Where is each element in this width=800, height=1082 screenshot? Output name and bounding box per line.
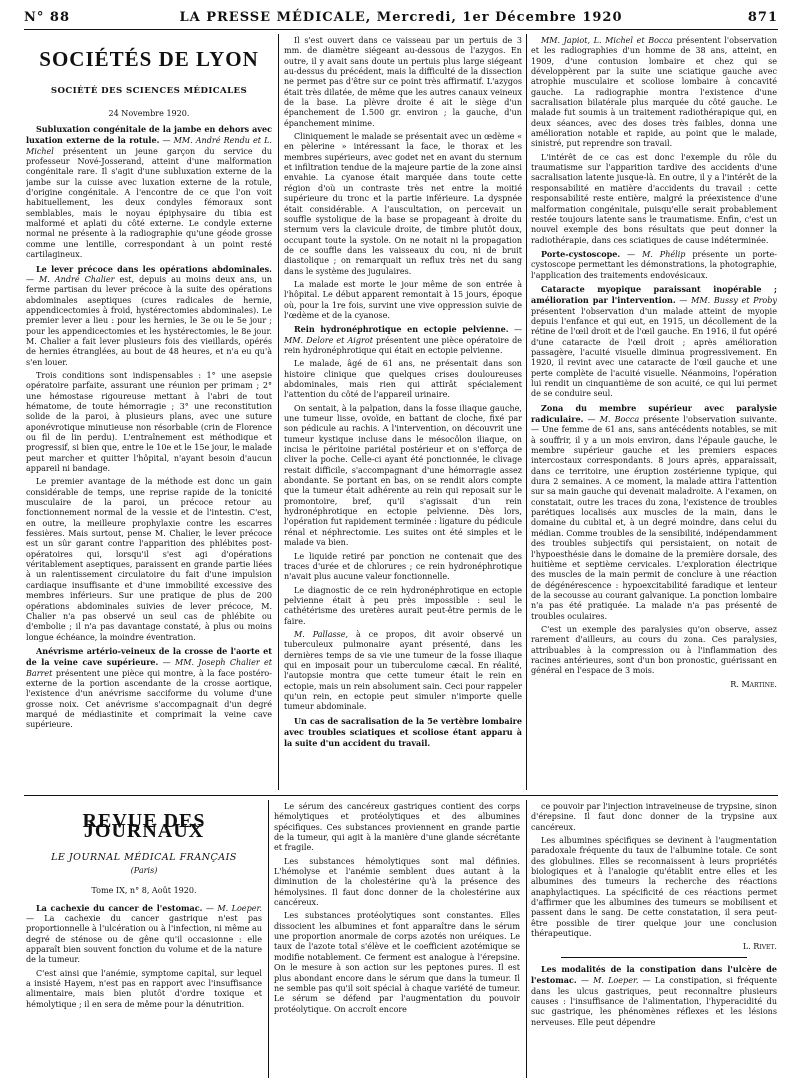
article-list bbox=[26, 903, 262, 1010]
running-header bbox=[24, 10, 778, 30]
paragraph bbox=[284, 716, 522, 750]
body-text: C'est ainsi que l'anémie, symptome capital, sur lequel a insisté Hayem, n'est pas en rapport avec l'insuffisance alimentaire, mais bien plutôt d'ordre toxique et hémolytique ; il en sera de même pour la dénutrition. bbox=[26, 968, 262, 1009]
paragraph bbox=[284, 404, 522, 549]
body-text: Le liquide retiré par ponction ne contenait que des traces d'urée et de chlorures ; ce rein hydronéphrotique n'avait plus aucune valeur fonctionnelle. bbox=[284, 551, 522, 582]
top-column-3 bbox=[531, 36, 777, 790]
article-list bbox=[284, 36, 522, 750]
article-title: La cachexie du cancer de l'estomac. bbox=[36, 902, 203, 913]
paragraph bbox=[284, 552, 522, 583]
body-text: présentent un jeune garçon du service du professeur Nové-Josserand, atteint d'une malformation congénitale rare. Il s'agit d'une subluxation externe de la jambe sur la cuisse avec luxation externe de la rotule, d'origine congénitale. A l'encontre de ce que l'on voit habituellement, les deux condyles fémoraux sont semblables, mais le noyau épiphysaire du tibia est malformé et aplati du côté externe. Le condyle externe normal ne présente à la radiographie qu'une géode grosse comme une lentille, correspondant à un point resté cartilagineux. bbox=[26, 146, 272, 260]
paragraph bbox=[284, 630, 522, 713]
paragraph bbox=[284, 280, 522, 321]
journal-name: LE JOURNAL MÉDICAL FRANÇAIS bbox=[51, 851, 237, 863]
authors: MM. Joseph Chalier et Barret bbox=[26, 658, 272, 678]
authors: MM. Japiot, L. Michel et Bocca bbox=[541, 36, 673, 45]
signature: L. Rivet. bbox=[742, 942, 777, 952]
paragraph bbox=[26, 477, 272, 643]
paragraph bbox=[284, 132, 522, 277]
body-text: Le malade, âgé de 61 ans, ne présentait dans son histoire clinique que quelques crises douloureuses abdominales, mais rien qui attirât spécialement l'attention du côté de l'appareil urinaire. bbox=[284, 359, 522, 400]
article-list bbox=[531, 36, 777, 677]
body-text: — La cachexie du cancer gastrique n'est pas proportionnelle à l'ulcération ou à l'infection, ni même au degré de sténose ou de gêne qu'il occasionne : elle apparaît bien souvent fonction du volume et de la nature de la tumeur. bbox=[26, 914, 262, 965]
authors: M. André Chalier bbox=[39, 274, 115, 284]
authors: MM. Delore et Aigrot bbox=[284, 335, 373, 345]
authors: MM. Bussy et Proby bbox=[691, 296, 777, 306]
body-text: présente un porte-cystoscope permettant les démonstrations, la photographie, l'application des traitements endovésicaux. bbox=[531, 249, 777, 280]
article-title: Subluxation congénitale de la jambe en dehors avec luxation externe de la rotule. bbox=[26, 124, 272, 146]
article-list bbox=[531, 802, 777, 939]
article-title: Le lever précoce dans les opérations abdominales. bbox=[36, 263, 272, 274]
body-text: présentent une pièce opératoire de rein hydronéphrotique qui était en ectopie pelvienne. bbox=[284, 335, 522, 355]
section-rule bbox=[24, 795, 778, 796]
paragraph bbox=[274, 857, 520, 909]
paragraph bbox=[531, 836, 777, 939]
paragraph: Porte-cystoscope. — M. Phélip présente un porte-cystoscope permettant les démonstrations, la photographie, l'application des traitements endovésicaux. bbox=[531, 248, 777, 280]
column-rule bbox=[526, 34, 527, 790]
paragraph: Anévrisme artério-veineux de la crosse de l'aorte et de la veine cave supérieure. — MM. Joseph Chalier et Barret présentent une pièce qui montre, à la face postéro-externe de la portion ascendante de la crosse aortique, l'existence d'un anévrisme sacciforme du volume d'une grosse noix. Cet anévrisme s'accompagnait d'un degré marqué de médiastinite et comprimait la veine cave supérieure. bbox=[26, 645, 272, 730]
top-column-2 bbox=[284, 36, 522, 790]
body-text: présentent l'observation d'un malade atteint de myopie depuis l'enfance et qui eut, en 1915, un décollement de la rétine de l'œil droit et de l'œil gauche. En 1916, il fut opéré d'une cataracte de l'œil droit ; après amélioration passagère, l'acuité visuelle diminua progressivement. En 1920, il revint avec une cataracte de l'œil gauche et une perte complète de l'acuité visuelle. Néanmoins, l'opération lui rendit un cinquantième de son acuité, ce qui lui permet de se conduire seul. bbox=[531, 306, 777, 399]
body-text: — La constipation, si fréquente dans les ulcus gastriques, peut reconnaître plusieurs causes : l'insuffisance de l'alimentation, l'hyperacidité du suc gastrique, les phénomènes réflexes et les lésions nerveuses. Elle peut dépendre bbox=[531, 976, 777, 1027]
paragraph bbox=[284, 36, 522, 129]
article-title: Les modalités de la constipation dans l'ulcère de l'estomac. bbox=[531, 963, 777, 986]
body-text: L'intérêt de ce cas est donc l'exemple du rôle du traumatisme sur l'apparition tardive des accidents d'une sacralisation latente jusque-là. En outre, il y a l'intérêt de la responsabilité en matière d'accidents du travail : cette responsabilité reste entière, malgré la préexistence d'une malformation congénitale, puisqu'elle serait probablement restée toujours latente sans le traumatisme. Enfin, c'est un nouvel exemple des bons résultats que peut donner la radiothérapie, dans ces sciatiques de cause indéterminée. bbox=[531, 152, 777, 245]
signature: R. Martine. bbox=[730, 679, 777, 689]
body-text: Les albumines spécifiques se devinent à l'augmentation paradoxale fréquente du taux de l'albumine totale. Ce sont des globulines. Elles se reconnaissent à leurs propriétés biologiques et à l'analogie qu'établit entre elles et les albumines des tumeurs la recherche des réactions anaphylactiques. La spécificité de ces réactions permet d'affirmer que les albumines des tumeurs se mobilisent et passent dans le sang. De cette constatation, il sera peut-être possible de tirer quelque jour une conclusion thérapeutique. bbox=[531, 836, 777, 939]
body-text: présentent une pièce qui montre, à la face postéro-externe de la portion ascendante de la crosse aortique, l'existence d'un anévrisme sacciforme du volume d'une grosse noix. Cet anévrisme s'accompagnait d'un degré marqué de médiastinite et comprimait la veine cave supérieure. bbox=[26, 668, 272, 730]
authors: MM. André Rendu et L. Michel bbox=[26, 136, 272, 156]
authors: M. Phélip bbox=[642, 249, 686, 259]
bottom-column-3 bbox=[531, 802, 777, 1078]
body-text: Les substances protéolytiques sont constantes. Elles dissocient les albumines et font apparaître dans le sérum une proportion anormale de corps azotés non uréiques. Le taux de l'azote total s'élève et le coefficient azotémique se modifie notablement. Ce ferment est analogue à l'érepsine. On le mesure à son action sur les peptones pures. Il est plus abondant encore dans le sérum que dans la tumeur. Il ne semble pas qu'il soit spécial à chaque variété de tumeur. Le sérum se défend par l'augmentation du pouvoir protéolytique. On accroît encore bbox=[274, 911, 520, 1014]
authors: M. Bocca bbox=[599, 415, 640, 425]
paragraph: Zona du membre supérieur avec paralysie radiculaire. — M. Bocca présente l'observation suivante. — Une femme de 61 ans, sans antécédents notables, se mit à souffrir, il y a un mois environ, dans l'épaule gauche, le membre supérieur gauche et les premiers espaces intercostaux correspondants. 8 jours après, apparaissait, dans ce territoire, une éruption zostérienne typique, qui dura 2 semaines. A ce moment, la malade attira l'attention sur sa main gauche qui devenait maladroite. A l'examen, on constatait, outre les traces du zona, l'existence de troubles parétiques localisés aux muscles de la main, dans le domaine du cubital et, à un degré moindre, dans celui du médian. Comme troubles de la sensibilité, indépendamment des troubles subjectifs qui persistaient, on notait de l'hypoesthésie dans le domaine de la première dorsale, des huitième et septième cervicales. L'exploration électrique des muscles de la main permit de conclure à une réaction de dégénérescence : hypoexcitabilité faradique et lenteur de la secousse au courant galvanique. La ponction lombaire n'a pas été pratiquée. La malade n'a pas présenté de troubles oculaires. bbox=[531, 402, 777, 621]
body-text: Trois conditions sont indispensables : 1° une asepsie opératoire parfaite, assurant une réunion per primam ; 2° une hémostase rigoureuse mettant à l'abri de tout hématome, de toute hémorragie ; 3° une reconstitution solide de la paroi, à plusieurs plans, avec une suture aponévrotique minutieuse non résorbable (crin de Florence ou fil de lin perdu). L'entraînement est méthodique et progressif, si bien que, entre le 10e et le 15e jour, le malade peut marcher et quitter l'hôpital, n'ayant besoin d'aucun appareil ni bandage. bbox=[26, 370, 272, 474]
column-rule bbox=[278, 34, 279, 790]
paragraph: Rein hydronéphrotique en ectopie pelvienne. — MM. Delore et Aigrot présentent une pièce opératoire de rein hydronéphrotique qui était en ectopie pelvienne. bbox=[284, 324, 522, 355]
article-title: Porte-cystoscope. bbox=[541, 248, 621, 259]
article-separator bbox=[561, 957, 747, 958]
paragraph bbox=[274, 911, 520, 1014]
header-rule bbox=[24, 29, 778, 30]
paragraph bbox=[531, 153, 777, 246]
body-text: On sentait, à la palpation, dans la fosse iliaque gauche, une tumeur lisse, ovoïde, en battant de cloche, fixé par son pédicule au rachis. A l'intervention, on découvrit une tumeur kystique incluse dans le mésocôlon iliaque, on incisa le péritoine pariétal postérieur et on s'efforça de cliver la poche. Celle-ci ayant été ponctionnée, le clivage restait difficile, s'accompagnant d'une hémorragie assez abondante. Se portant en bas, on se rendit alors compte que la tumeur était adhérente au rein qui reposait sur le promontoire, bref, qu'il s'agissait d'un rein hydronéphrotique en ectopie pelvienne. Dès lors, l'opération fut rapidement terminée : ligature du pédicule rénal et néphrectomie. Les suites ont été simples et le malade va bien. bbox=[284, 403, 522, 548]
body-text: La malade est morte le jour même de son entrée à l'hôpital. Le début apparent remontait à 15 jours, époque où, pour la 1re fois, survint une vive oppression suivie de l'œdème et de la cyanose. bbox=[284, 279, 522, 320]
session-date: 24 Novembre 1920. bbox=[108, 108, 190, 118]
paragraph bbox=[284, 586, 522, 627]
bottom-column-2 bbox=[274, 802, 520, 1078]
society-name: SOCIÉTÉ DES SCIENCES MÉDICALES bbox=[50, 86, 248, 97]
article-title: Cataracte myopique paraissant inopérable ; amélioration par l'intervention. bbox=[531, 283, 777, 306]
article-title: Zona du membre supérieur avec paralysie radiculaire. bbox=[531, 402, 777, 425]
paragraph: La cachexie du cancer de l'estomac. — M. Loeper. — La cachexie du cancer gastrique n'est pas proportionnelle à l'ulcération ou à l'infection, ni même au degré de sténose ou de gêne qu'il occasionne : elle apparaît bien souvent fonction du volume et de la nature de la tumeur. bbox=[26, 902, 262, 965]
paragraph bbox=[531, 802, 777, 833]
authors: M. Loeper. bbox=[593, 976, 639, 986]
body-text: présente l'observation suivante. — Une femme de 61 ans, sans antécédents notables, se mit à souffrir, il y a un mois environ, dans l'épaule gauche, le membre supérieur gauche et les premiers espaces intercostaux correspondants. 8 jours après, apparaissait, dans ce territoire, une éruption zostérienne typique, qui dura 2 semaines. A ce moment, la malade attira l'attention sur sa main gauche qui devenait maladroite. A l'examen, on constatait, outre les traces du zona, l'existence de troubles parétiques localisés aux muscles de la main, dans le domaine du cubital et, à un degré moindre, dans celui du médian. Comme troubles de la sensibilité, indépendamment des troubles subjectifs qui persistaient, on notait de l'hypoesthésie dans le domaine de la première dorsale, des huitième et septième cervicales. L'exploration électrique des muscles de la main permit de conclure à une réaction de dégénérescence : hypoexcitabilité faradique et lenteur de la secousse au courant galvanique. La ponction lombaire n'a pas été pratiquée. La malade n'a pas présenté de troubles oculaires. bbox=[531, 415, 777, 621]
paragraph bbox=[284, 359, 522, 400]
paragraph bbox=[274, 802, 520, 854]
article-title: Rein hydronéphrotique en ectopie pelvienne. bbox=[294, 324, 509, 335]
body-text: présentent l'observation et les radiographies d'un homme de 38 ans, atteint, en 1909, d'une contusion lombaire et chez qui se développèrent par la suite une sciatique gauche avec atrophie musculaire et scoliose lombaire à concavité gauche. La radiographie montra l'existence d'une sacralisation bilatérale plus marquée du côté gauche. Le malade fut soumis à un traitement radiothérapique qui, en deux séances, avec des doses très faibles, donna une amélioration notable et rapide, au point que le malade, sinistré, put reprendre son travail. bbox=[531, 36, 777, 149]
journal-city: (Paris) bbox=[130, 866, 158, 876]
paragraph bbox=[26, 969, 262, 1010]
body-text: Le diagnostic de ce rein hydronéphrotique en ectopie pelvienne était à peu près impossible : seul le cathétérisme des uretères aurait peut-être permis de le faire. bbox=[284, 585, 522, 626]
body-text: Le sérum des cancéreux gastriques contient des corps hémolytiques et protéolytiques et des albumines spécifiques. Ces substances proviennent en grande partie de la tumeur, qui agit à la manière d'une glande sécrétante et fragile. bbox=[274, 802, 520, 853]
issue-info: Tome IX, n° 8, Août 1920. bbox=[91, 886, 197, 896]
article-list bbox=[26, 124, 272, 731]
section-title: REVUE DES JOURNAUX bbox=[82, 810, 206, 843]
authors: M. Loeper. bbox=[217, 903, 262, 913]
article-title: Un cas de sacralisation de la 5e vertèbre lombaire avec troubles sciatiques et scoliose étant apparu à la suite d'un accident du travail. bbox=[284, 715, 522, 749]
body-text: Le premier avantage de la méthode est donc un gain considérable de temps, une reprise rapide de la tonicité musculaire de la paroi, un précoce retour au fonctionnement normal de la vessie et de l'intestin. C'est, en outre, la meilleure prophylaxie contre les escarres fessières. Mais surtout, pense M. Chalier, le lever précoce est un sûr garant contre l'apparition des phlébites post-opératoires qui, lorsqu'il s'est agi d'opérations véritablement aseptiques, paraissent en grande partie liées à un ralentissement circulatoire du fait d'une impulsion cardiaque insuffisante et d'une immobilité excessive des membres inférieurs. Sur une pratique de plus de 200 opérations abdominales suivies de lever précoce, M. Chalier n'a pas observé un seul cas de phlébite ou d'embolie ; il n'a pas davantage constaté, à plus ou moins longue échéance, la moindre éventration. bbox=[26, 477, 272, 642]
paragraph: Le lever précoce dans les opérations abdominales. — M. André Chalier est, depuis au moins deux ans, un ferme partisan du lever précoce à la suite des opérations abdominales aseptiques (cures radicales de hernie, appendicectomies à froid, hystérectomies abdominales). Le premier lever a lieu : pour les hernies, le 3e ou le 5e jour ; pour les appendicectomies et les hystérectomies, le 8e jour. M. Chalier a fait lever plusieurs fois des vieillards, opérés de hernies étranglées, au bout de 48 heures, et n'a eu qu'à s'en louer. bbox=[26, 263, 272, 367]
bottom-column-1 bbox=[26, 802, 262, 1078]
section-title: SOCIÉTÉS DE LYON bbox=[39, 47, 259, 71]
column-rule bbox=[526, 800, 527, 1078]
body-text: C'est un exemple des paralysies qu'on observe, assez rarement d'ailleurs, au cours du zona. Ces paralysies, attribuables à la compression ou à l'inflammation des racines antérieures, sont d'un bon pronostic, guérissant en général en l'espace de 3 mois. bbox=[531, 624, 777, 676]
article-title: Anévrisme artério-veineux de la crosse de l'aorte et de la veine cave supérieure. bbox=[26, 645, 272, 668]
paragraph: Subluxation congénitale de la jambe en dehors avec luxation externe de la rotule. — MM. André Rendu et L. Michel présentent un jeune garçon du service du professeur Nové-Josserand, atteint d'une malformation congénitale rare. Il s'agit d'une subluxation externe de la jambe sur la cuisse avec luxation externe de la rotule, d'origine congénitale. A l'encontre de ce que l'on voit habituellement, les deux condyles fémoraux sont semblables, mais le noyau épiphysaire du tibia est malformé et aplati du côté externe. Le condyle externe normal ne présente à la radiographie qu'une géode grosse comme une lentille, correspondant à un point resté cartilagineux. bbox=[26, 124, 272, 260]
folio: 871 bbox=[747, 10, 778, 25]
paragraph: Les modalités de la constipation dans l'ulcère de l'estomac. — M. Loeper. — La constipation, si fréquente dans les ulcus gastriques, peut reconnaître plusieurs causes : l'insuffisance de l'alimentation, l'hyperacidité du suc gastrique, les phénomènes réflexes et les lésions nerveuses. Elle peut dépendre bbox=[531, 963, 777, 1027]
paragraph bbox=[531, 36, 777, 150]
body-text: Cliniquement le malade se présentait avec un œdème « en pèlerine » intéressant la face, le thorax et les membres supérieurs, avec godet net en avant du sternum et infiltration tendue de la majeure partie de la zone ainsi envahie. La cyanose était marquée dans toute cette région d'où un contraste très net entre la moitié supérieure du tronc et la partie inférieure. La dyspnée était considérable. A l'auscultation, on percevait un souffle systolique de la base se propageant à droite du sternum vers la clavicule droite, de timbre plutôt doux, occupant toute la systole. On ne notait ni la propagation de ce souffle dans les vaisseaux du cou, ni de bruit diastolique ; on remarquait un reflux très net du sang dans le système des jugulaires. bbox=[284, 132, 522, 276]
body-text: ce pouvoir par l'injection intraveineuse de trypsine, sinon d'érepsine. Il faut donc donner de la trypsine aux cancéreux. bbox=[531, 802, 777, 832]
body-text: Les substances hémolytiques sont mal définies. L'hémolyse et l'anémie semblent dues autant à la diminution de la cholestérine qu'à la présence des hémolysines. Il faut donc donner de la cholestérine aux cancéreux. bbox=[274, 856, 520, 908]
journal-title: LA PRESSE MÉDICALE, Mercredi, 1er Décembre 1920 bbox=[179, 10, 623, 25]
body-text: à ce propos, dit avoir observé un tuberculeux pulmonaire ayant présenté, dans les dernières temps de sa vie une tumeur de la fosse iliaque qui en imposait pour un tuberculome cæcal. En réalité, l'autopsie montra que cette tumeur était le rein en ectopie, mais un rein absolument sain. Ceci pour rappeler qu'un rein, en ectopie peut simuler n'importe quelle tumeur abdominale. bbox=[284, 629, 522, 712]
paragraph: Cataracte myopique paraissant inopérable ; amélioration par l'intervention. — MM. Bussy et Proby présentent l'observation d'un malade atteint de myopie depuis l'enfance et qui eut, en 1915, un décollement de la rétine de l'œil droit et de l'œil gauche. En 1916, il fut opéré d'une cataracte de l'œil droit ; après amélioration passagère, l'acuité visuelle diminua progressivement. En 1920, il revint avec une cataracte de l'œil gauche et une perte complète de l'acuité visuelle. Néanmoins, l'opération lui rendit un cinquantième de son acuité, ce qui lui permet de se conduire seul. bbox=[531, 283, 777, 399]
paragraph bbox=[26, 371, 272, 474]
body-text: est, depuis au moins deux ans, un ferme partisan du lever précoce à la suite des opérations abdominales aseptiques (cures radicales de hernie, appendicectomies à froid, hystérectomies abdominales). Le premier lever a lieu : pour les hernies, le 3e ou le 5e jour ; pour les appendicectomies et les hystérectomies, le 8e jour. M. Chalier a fait lever plusieurs fois des vieillards, opérés de hernies étranglées, au bout de 48 heures, et n'a eu qu'à s'en louer. bbox=[26, 274, 272, 367]
column-rule bbox=[268, 800, 269, 1078]
paragraph bbox=[531, 625, 777, 677]
page-number: N° 88 bbox=[24, 10, 70, 25]
article-list bbox=[274, 802, 520, 1015]
top-column-1 bbox=[26, 36, 272, 790]
authors: M. Pallasse, bbox=[294, 629, 349, 639]
body-text: Il s'est ouvert dans ce vaisseau par un pertuis de 3 mm. de diamètre siégeant au-dessous de l'azygos. En outre, il y avait sans doute un pertuis plus large siégeant au-dessus du précédent, mais la difficulté de la dissection ne permet pas d'être sur ce point très affirmatif. L'azygos était très dilatée, de même que les autres canaux veineux de la base. La plèvre droite é ait le siège d'un épanchement de 1.500 gr. environ ; la gauche, d'un épanchement minime. bbox=[284, 36, 522, 128]
article-list bbox=[531, 964, 777, 1028]
